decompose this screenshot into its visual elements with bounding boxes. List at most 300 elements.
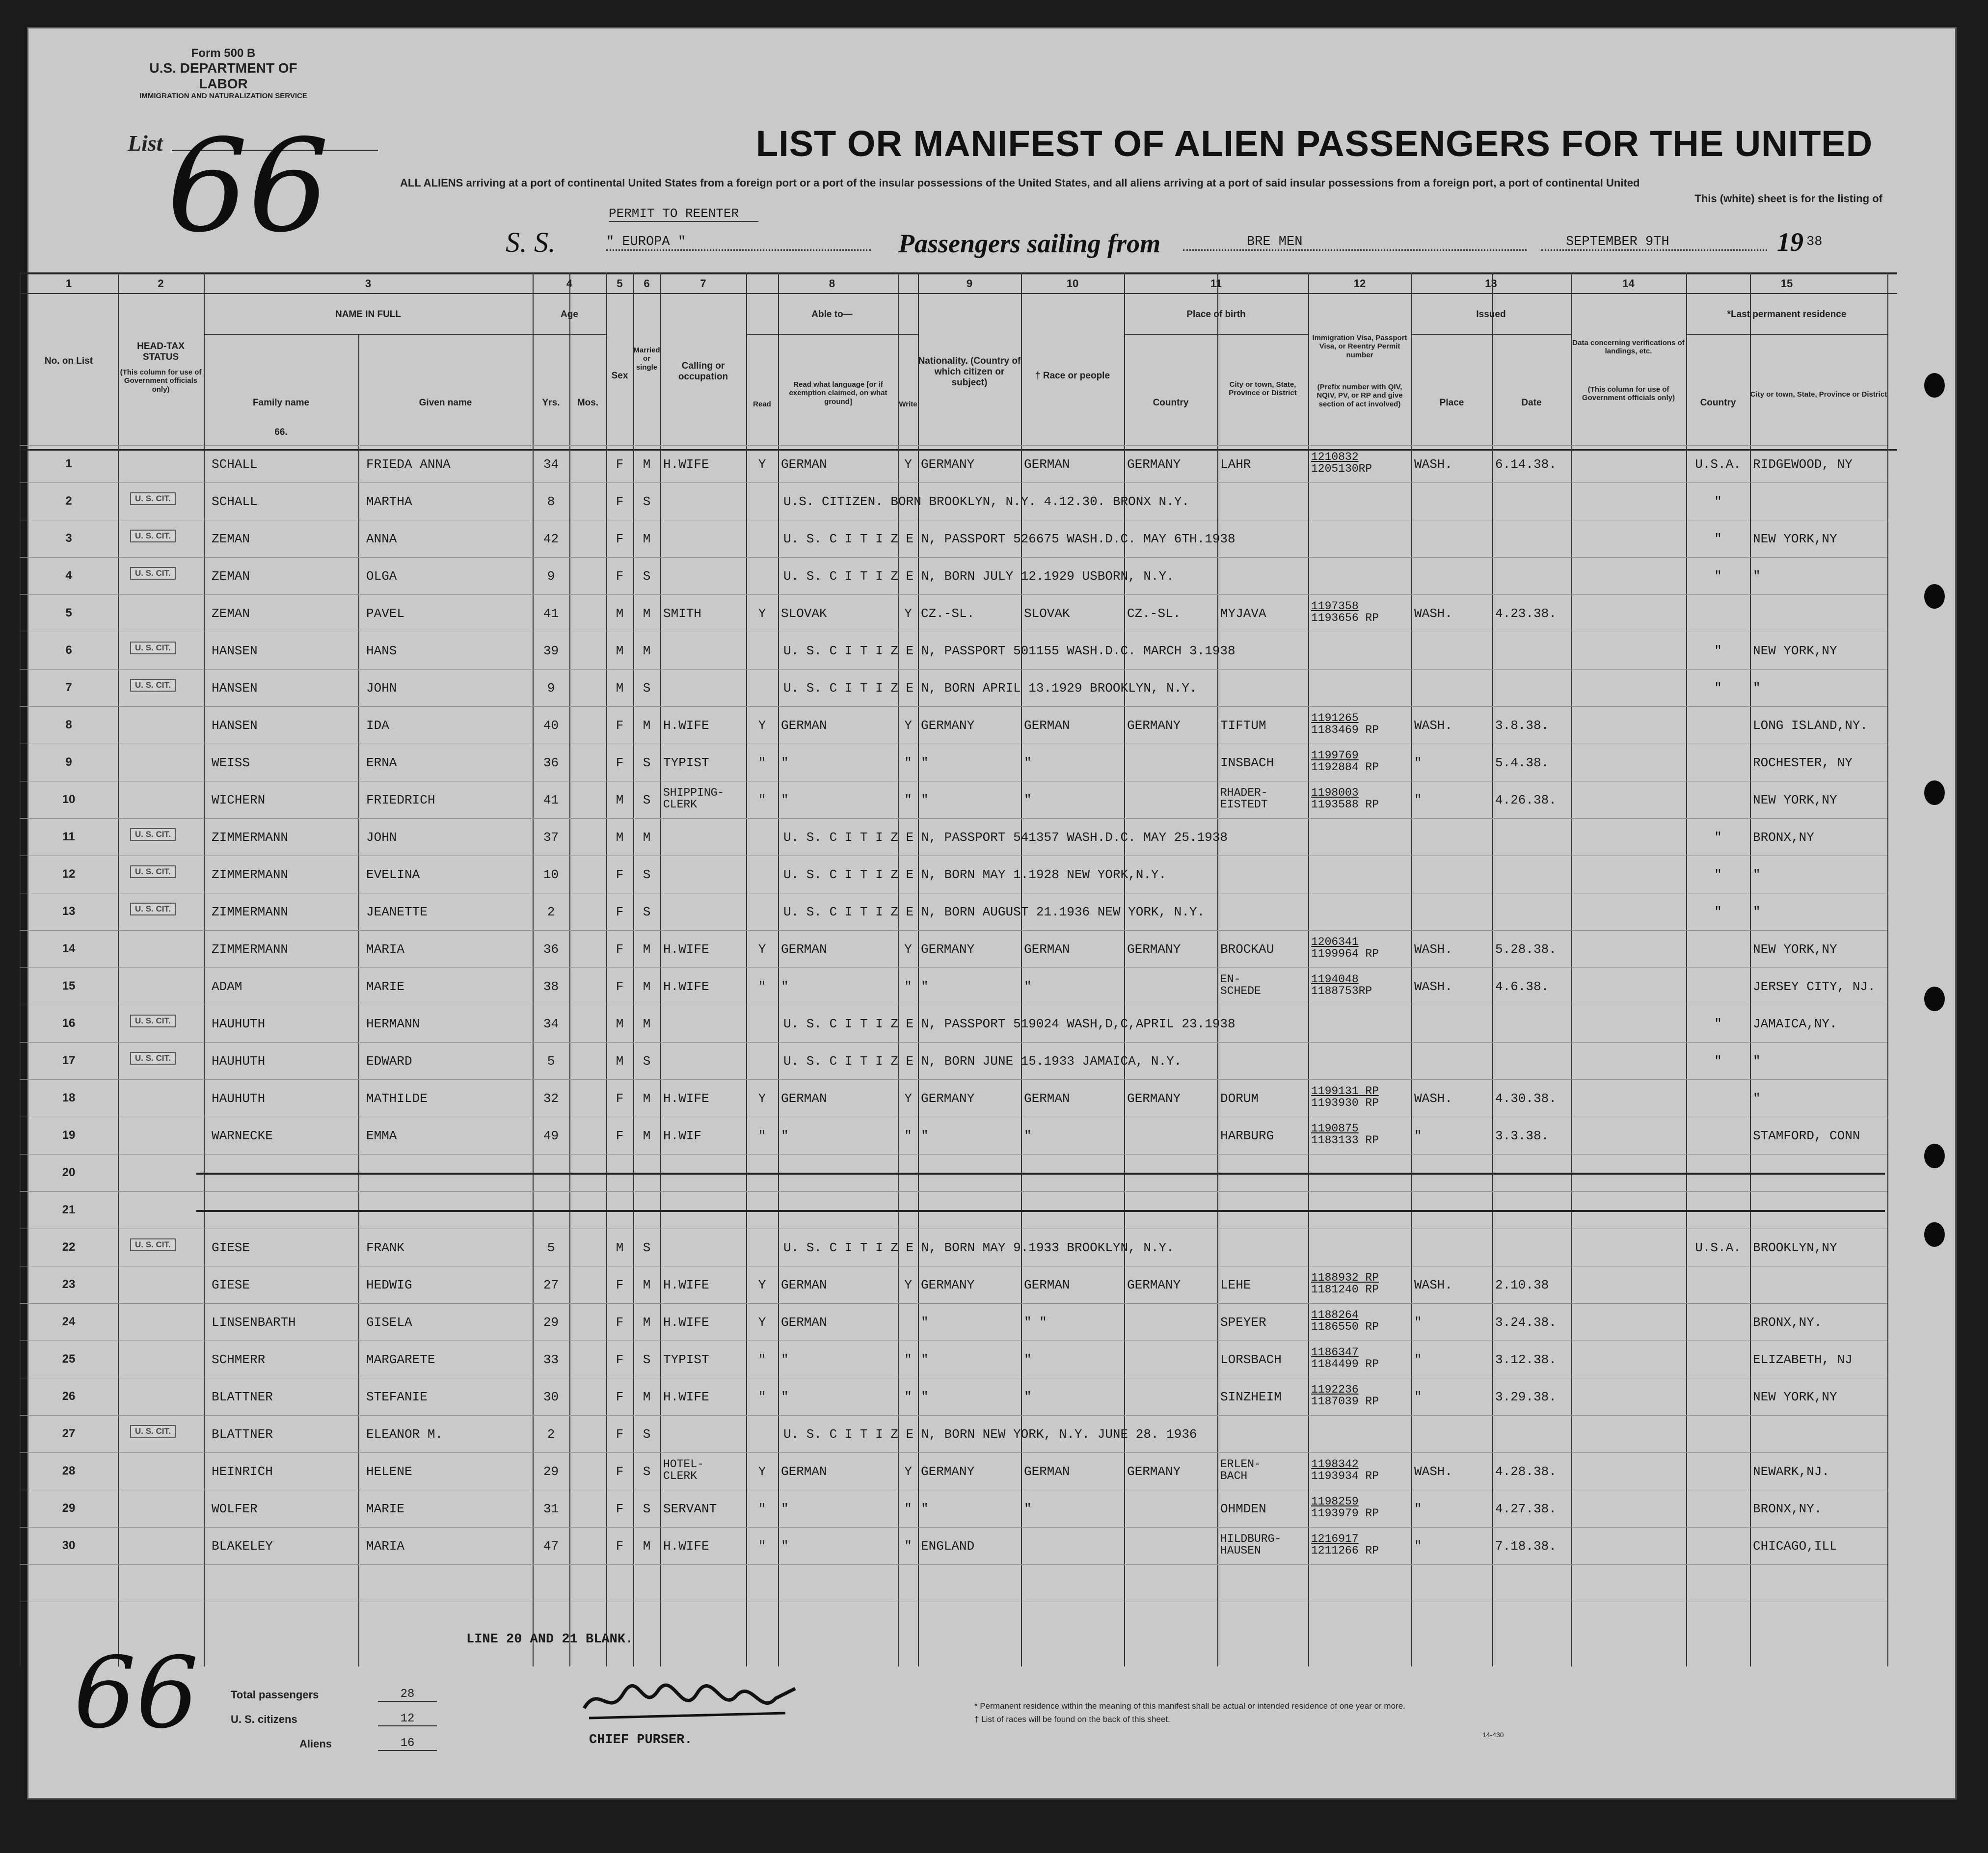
marital-status: S [643, 1427, 651, 1442]
read-language: GERMAN [781, 1091, 827, 1106]
residence-country: " [1714, 569, 1722, 584]
row-number: 28 [62, 1464, 76, 1477]
can-read: Y [758, 1278, 766, 1292]
race: GERMAN [1024, 1464, 1070, 1479]
given-name: MARIE [366, 1502, 405, 1516]
row-number: 14 [62, 942, 76, 955]
header-name-in-full: NAME IN FULL [335, 309, 402, 320]
issued-place: WASH. [1414, 1278, 1453, 1292]
race: " [1024, 793, 1032, 807]
sex: F [616, 718, 624, 733]
can-write: " [904, 793, 912, 807]
column-number: 5 [617, 277, 623, 290]
marital-status: S [643, 494, 651, 509]
birth-city: HILDBURG- HAUSEN [1220, 1532, 1282, 1558]
family-name: BLAKELEY [212, 1539, 273, 1554]
marital-status: S [643, 1054, 651, 1069]
can-read: Y [758, 718, 766, 733]
citizen-note: U.S. CITIZEN. BORN BROOKLYN, N.Y. 4.12.30. BRONX N.Y. [783, 494, 1189, 509]
race: " [1024, 755, 1032, 770]
punch-hole [1924, 1222, 1945, 1247]
residence-city: BRONX,NY. [1753, 1502, 1822, 1516]
row-number: 21 [62, 1203, 76, 1216]
age-years: 34 [543, 457, 559, 472]
column-number: 7 [700, 277, 706, 290]
birth-country: GERMANY [1127, 718, 1181, 733]
row-rule [20, 1042, 1887, 1043]
permit-note: PERMIT TO REENTER [609, 206, 758, 222]
read-language: " [781, 1390, 789, 1404]
column-rule [1750, 272, 1751, 1666]
residence-city: NEW YORK,NY [1753, 793, 1837, 807]
nationality: GERMANY [921, 942, 975, 957]
service: IMMIGRATION AND NATURALIZATION SERVICE [139, 92, 307, 100]
header-visa-note: (Prefix number with QIV, NQIV, PV, or RP and give section of act involved) [1316, 383, 1403, 408]
header-data-landings-note: (This column for use of Government officials only) [1582, 385, 1675, 403]
column-rule [1124, 272, 1125, 1666]
residence-country: U.S.A. [1695, 457, 1741, 472]
race: GERMAN [1024, 1278, 1070, 1292]
department: U.S. DEPARTMENT OF LABOR [149, 60, 297, 91]
us-citizen-stamp: U. S. CIT. [130, 1015, 176, 1027]
residence-city: ROCHESTER, NY [1753, 755, 1853, 770]
residence-country: " [1714, 867, 1722, 882]
marital-status: S [643, 1502, 651, 1516]
column-rule [1887, 272, 1888, 1666]
birth-city: LORSBACH [1220, 1352, 1282, 1367]
visa-number: 1188264 1186550 RP [1311, 1309, 1379, 1334]
birth-city: BROCKAU [1220, 942, 1274, 957]
row-rule [20, 1415, 1887, 1416]
header-able-to: Able to— [811, 309, 853, 320]
race: " [1024, 1390, 1032, 1404]
column-rule [660, 272, 661, 1666]
can-write: Y [904, 942, 912, 957]
age-years: 37 [543, 830, 559, 845]
read-language: " [781, 1128, 789, 1143]
issued-date: 4.23.38. [1495, 606, 1557, 621]
age-years: 27 [543, 1278, 559, 1292]
occupation: H.WIFE [663, 1091, 709, 1106]
read-language: GERMAN [781, 1315, 827, 1330]
sex: M [616, 644, 624, 658]
column-rule [1492, 272, 1493, 1666]
issued-date: 3.12.38. [1495, 1352, 1557, 1367]
able-subheader-rule [746, 334, 918, 335]
visa-number: 1199769 1192884 RP [1311, 749, 1379, 774]
blank-line-rule [196, 1173, 1885, 1175]
given-name: IDA [366, 718, 389, 733]
row-number: 6 [65, 644, 72, 657]
us-citizen-stamp: U. S. CIT. [130, 903, 176, 915]
us-citizen-stamp: U. S. CIT. [130, 492, 176, 505]
issued-place: " [1414, 1352, 1422, 1367]
header-last-residence: *Last permanent residence [1727, 309, 1847, 320]
given-name: PAVEL [366, 606, 405, 621]
us-citizen-stamp: U. S. CIT. [130, 1425, 176, 1438]
age-years: 30 [543, 1390, 559, 1404]
header-sex: Sex [611, 371, 628, 381]
row-number: 18 [62, 1091, 76, 1104]
race: GERMAN [1024, 1091, 1070, 1106]
read-language: " [781, 755, 789, 770]
residence-city: " [1753, 905, 1761, 919]
issued-place: WASH. [1414, 718, 1453, 733]
nationality: GERMANY [921, 1091, 975, 1106]
residence-country: " [1714, 905, 1722, 919]
column-rule [20, 272, 21, 1666]
can-read: Y [758, 1315, 766, 1330]
row-rule [20, 818, 1887, 819]
age-years: 36 [543, 755, 559, 770]
can-write: Y [904, 1091, 912, 1106]
read-language: GERMAN [781, 1464, 827, 1479]
header-residence-city: City or town, State, Province or District [1750, 390, 1887, 399]
issued-place: WASH. [1414, 979, 1453, 994]
issued-subheader-rule [1411, 334, 1571, 335]
can-read: " [758, 1539, 766, 1554]
column-rule [204, 272, 205, 1666]
issued-date: 4.26.38. [1495, 793, 1557, 807]
header-married: Married or single [633, 346, 660, 372]
marital-status: M [643, 718, 651, 733]
read-language: GERMAN [781, 718, 827, 733]
can-write: " [904, 755, 912, 770]
header-read: Read [753, 400, 771, 408]
race: " " [1024, 1315, 1047, 1330]
family-name: ZIMMERMANN [212, 942, 289, 957]
header-birth-city: City or town, State, Province or District [1229, 380, 1297, 398]
sex: M [616, 1054, 624, 1069]
column-number: 3 [365, 277, 372, 290]
column-rule [606, 272, 607, 1666]
nationality: GERMANY [921, 1278, 975, 1292]
residence-city: " [1753, 867, 1761, 882]
family-name: HAUHUTH [212, 1091, 266, 1106]
header-birth-country: Country [1153, 398, 1189, 408]
nationality: " [921, 793, 929, 807]
family-name: GIESE [212, 1278, 250, 1292]
residence-city: " [1753, 569, 1761, 584]
family-name: SCHALL [212, 494, 258, 509]
ship-name: " EUROPA " [606, 235, 871, 251]
ss-label: S. S. [506, 226, 556, 258]
residence-city: NEW YORK,NY [1753, 532, 1837, 546]
us-citizen-stamp: U. S. CIT. [130, 567, 176, 580]
header-no-on-list: No. on List [44, 356, 93, 366]
residence-country: " [1714, 681, 1722, 696]
row-number: 24 [62, 1315, 76, 1328]
family-name: ZIMMERMANN [212, 905, 289, 919]
row-number: 1 [65, 457, 72, 470]
row-rule [20, 1154, 1887, 1155]
residence-country: " [1714, 494, 1722, 509]
age-years: 2 [547, 1427, 555, 1442]
birth-country: GERMANY [1127, 1091, 1181, 1106]
us-citizen-stamp: U. S. CIT. [130, 1052, 176, 1065]
read-language: " [781, 1502, 789, 1516]
family-name: ZIMMERMANN [212, 867, 289, 882]
birth-city: SPEYER [1220, 1315, 1266, 1330]
age-years: 9 [547, 681, 555, 696]
column-rule [778, 272, 779, 1666]
marital-status: M [643, 1128, 651, 1143]
residence-country: " [1714, 1054, 1722, 1069]
marital-status: M [643, 606, 651, 621]
age-years: 5 [547, 1054, 555, 1069]
issued-place: WASH. [1414, 1464, 1453, 1479]
can-write: " [904, 1502, 912, 1516]
row-number: 4 [65, 569, 72, 582]
residence-city: NEW YORK,NY [1753, 1390, 1837, 1404]
column-number: 12 [1353, 277, 1366, 290]
header-residence-country: Country [1700, 398, 1736, 408]
column-rule [898, 272, 899, 1666]
age-years: 41 [543, 793, 559, 807]
marital-status: M [643, 979, 651, 994]
sex: M [616, 793, 624, 807]
row-rule [20, 669, 1887, 670]
race: " [1024, 979, 1032, 994]
row-number: 27 [62, 1427, 76, 1440]
residence-city: BROOKLYN,NY [1753, 1240, 1837, 1255]
family-name: SCHMERR [212, 1352, 266, 1367]
issued-date: 3.24.38. [1495, 1315, 1557, 1330]
can-read: Y [758, 606, 766, 621]
family-name: WICHERN [212, 793, 266, 807]
column-rule [358, 334, 359, 1666]
punch-hole [1924, 1144, 1945, 1168]
can-write: " [904, 979, 912, 994]
given-name: ELEANOR M. [366, 1427, 443, 1442]
given-name: EDWARD [366, 1054, 412, 1069]
column-rule [1411, 272, 1412, 1666]
column-number: 6 [644, 277, 650, 290]
read-language: GERMAN [781, 942, 827, 957]
can-read: Y [758, 457, 766, 472]
row-number: 12 [62, 867, 76, 881]
given-name: MARTHA [366, 494, 412, 509]
column-rule [533, 272, 534, 1666]
visa-number: 1210832 1205130RP [1311, 451, 1372, 476]
column-number: 9 [966, 277, 973, 290]
can-read: Y [758, 942, 766, 957]
manifest-subtitle-2: This (white) sheet is for the listing of [1694, 192, 1882, 205]
header-issued: Issued [1476, 309, 1506, 320]
visa-number: 1198259 1193979 RP [1311, 1495, 1379, 1520]
given-name: HELENE [366, 1464, 412, 1479]
race: SLOVAK [1024, 606, 1070, 621]
issued-date: 5.28.38. [1495, 942, 1557, 957]
header-rule [20, 449, 1897, 451]
nationality: ENGLAND [921, 1539, 975, 1554]
row-number: 11 [62, 830, 75, 843]
row-rule [20, 1564, 1887, 1565]
family-name: LINSENBARTH [212, 1315, 296, 1330]
birth-city: LEHE [1220, 1278, 1251, 1292]
manifest-title: LIST OR MANIFEST OF ALIEN PASSENGERS FOR THE UNITED [756, 123, 1873, 164]
race: " [1024, 1128, 1032, 1143]
column-rule [1217, 272, 1218, 1666]
issued-date: 3.8.38. [1495, 718, 1549, 733]
visa-number: 1191265 1183469 RP [1311, 712, 1379, 737]
given-name: FRIEDRICH [366, 793, 435, 807]
us-citizen-stamp: U. S. CIT. [130, 1238, 176, 1251]
can-read: " [758, 755, 766, 770]
age-years: 32 [543, 1091, 559, 1106]
can-write: Y [904, 1464, 912, 1479]
residence-city: NEW YORK,NY [1753, 942, 1837, 957]
issued-place: " [1414, 1539, 1422, 1554]
family-name: ZIMMERMANN [212, 830, 289, 845]
sex: F [616, 1091, 624, 1106]
citizen-note: U. S. C I T I Z E N, BORN JULY 12.1929 USBORN, N.Y. [783, 569, 1174, 584]
row-rule [20, 557, 1887, 558]
issued-date: 3.29.38. [1495, 1390, 1557, 1404]
visa-number: 1188932 RP 1181240 RP [1311, 1271, 1379, 1296]
sex: F [616, 1539, 624, 1554]
blank-lines-note: LINE 20 AND 21 BLANK. [466, 1632, 634, 1647]
header-given-name: Given name [419, 398, 472, 408]
read-language: GERMAN [781, 1278, 827, 1292]
read-language: SLOVAK [781, 606, 827, 621]
header-place-of-birth: Place of birth [1186, 309, 1246, 320]
citizen-note: U. S. C I T I Z E N, PASSPORT 526675 WASH.D.C. MAY 6TH.1938 [783, 532, 1236, 546]
given-name: JOHN [366, 830, 397, 845]
issued-place: " [1414, 1315, 1422, 1330]
marital-status: S [643, 1352, 651, 1367]
row-number: 19 [62, 1128, 76, 1142]
visa-number: 1198003 1193588 RP [1311, 786, 1379, 811]
marital-status: S [643, 755, 651, 770]
citizen-note: U. S. C I T I Z E N, BORN MAY 1.1928 NEW YORK,N.Y. [783, 867, 1167, 882]
family-name: BLATTNER [212, 1390, 273, 1404]
header-mos: Mos. [577, 398, 599, 408]
issued-place: WASH. [1414, 942, 1453, 957]
header-write: Write [899, 400, 917, 408]
sex: F [616, 1128, 624, 1143]
row-number: 5 [65, 606, 72, 619]
residence-city: " [1753, 1091, 1761, 1106]
row-number: 29 [62, 1502, 76, 1515]
family-name: WOLFER [212, 1502, 258, 1516]
sailing-label: Passengers sailing from [898, 229, 1161, 258]
age-years: 10 [543, 867, 559, 882]
residence-city: ELIZABETH, NJ [1753, 1352, 1853, 1367]
total-passengers-label: Total passengers [231, 1689, 319, 1701]
column-rule [1021, 272, 1022, 1666]
column-number: 2 [158, 277, 164, 290]
form-code: 14-430 [1482, 1731, 1504, 1739]
given-name: HANS [366, 644, 397, 658]
can-write: " [904, 1539, 912, 1554]
us-citizens-value: 12 [378, 1712, 437, 1726]
row-number: 22 [62, 1240, 76, 1254]
given-name: EMMA [366, 1128, 397, 1143]
residence-subheader-rule [1686, 334, 1887, 335]
footnote-residence: * Permanent residence within the meaning of this manifest shall be actual or intended residence of one year or more. [974, 1701, 1405, 1711]
us-citizen-stamp: U. S. CIT. [130, 530, 176, 542]
issued-date: 5.4.38. [1495, 755, 1549, 770]
occupation: H.WIF [663, 1128, 702, 1143]
age-years: 34 [543, 1017, 559, 1031]
issued-date: 6.14.38. [1495, 457, 1557, 472]
age-subheader-rule [533, 334, 606, 335]
issued-place: WASH. [1414, 606, 1453, 621]
column-rule [1308, 272, 1309, 1666]
sex: F [616, 1278, 624, 1292]
sex: F [616, 1390, 624, 1404]
nationality: GERMANY [921, 457, 975, 472]
row-rule [20, 445, 1887, 446]
nationality: " [921, 1502, 929, 1516]
age-years: 49 [543, 1128, 559, 1143]
family-name: WARNECKE [212, 1128, 273, 1143]
can-read: " [758, 793, 766, 807]
sex: F [616, 755, 624, 770]
issued-date: 4.30.38. [1495, 1091, 1557, 1106]
occupation: TYPIST [663, 755, 709, 770]
manifest-table [20, 272, 1897, 1666]
occupation: H.WIFE [663, 1539, 709, 1554]
name-subheader-rule [204, 334, 533, 335]
issued-place: " [1414, 1502, 1422, 1516]
header-head-tax-note: (This column for use of Government officials only) [120, 368, 202, 394]
marital-status: M [643, 457, 651, 472]
header-calling: Calling or occupation [678, 361, 728, 382]
can-read: Y [758, 1464, 766, 1479]
visa-number: 1194048 1188753RP [1311, 973, 1372, 998]
us-citizen-stamp: U. S. CIT. [130, 865, 176, 878]
visa-number: 1199131 RP 1193930 RP [1311, 1085, 1379, 1110]
read-language: " [781, 1539, 789, 1554]
citizen-note: U. S. C I T I Z E N, BORN MAY 9.1933 BROOKLYN, N.Y. [783, 1240, 1174, 1255]
sex: M [616, 1240, 624, 1255]
sex: F [616, 494, 624, 509]
visa-number: 1197358 1193656 RP [1311, 600, 1379, 625]
residence-city: " [1753, 681, 1761, 696]
marital-status: M [643, 532, 651, 546]
race: GERMAN [1024, 457, 1070, 472]
birth-country: CZ.-SL. [1127, 606, 1181, 621]
read-language: GERMAN [781, 457, 827, 472]
family-name: HANSEN [212, 718, 258, 733]
nationality: " [921, 755, 929, 770]
aliens-value: 16 [378, 1737, 437, 1751]
birth-city: ERLEN- BACH [1220, 1458, 1261, 1483]
age-years: 41 [543, 606, 559, 621]
read-language: " [781, 979, 789, 994]
header-age: Age [561, 309, 578, 320]
given-name: FRIEDA ANNA [366, 457, 451, 472]
sex: M [616, 1017, 624, 1031]
family-name: ZEMAN [212, 532, 250, 546]
marital-status: S [643, 905, 651, 919]
age-years: 9 [547, 569, 555, 584]
year-suffix: 38 [1806, 235, 1823, 249]
header-family-name: Family name [252, 398, 310, 408]
birth-city: OHMDEN [1220, 1502, 1266, 1516]
residence-city: STAMFORD, CONN [1753, 1128, 1860, 1143]
issued-date: 4.6.38. [1495, 979, 1549, 994]
punch-hole [1924, 987, 1945, 1011]
birth-country: GERMANY [1127, 942, 1181, 957]
given-name: ANNA [366, 532, 397, 546]
family-name: HEINRICH [212, 1464, 273, 1479]
residence-city: NEWARK,NJ. [1753, 1464, 1830, 1479]
visa-number: 1186347 1184499 RP [1311, 1346, 1379, 1371]
family-name: ZEMAN [212, 606, 250, 621]
